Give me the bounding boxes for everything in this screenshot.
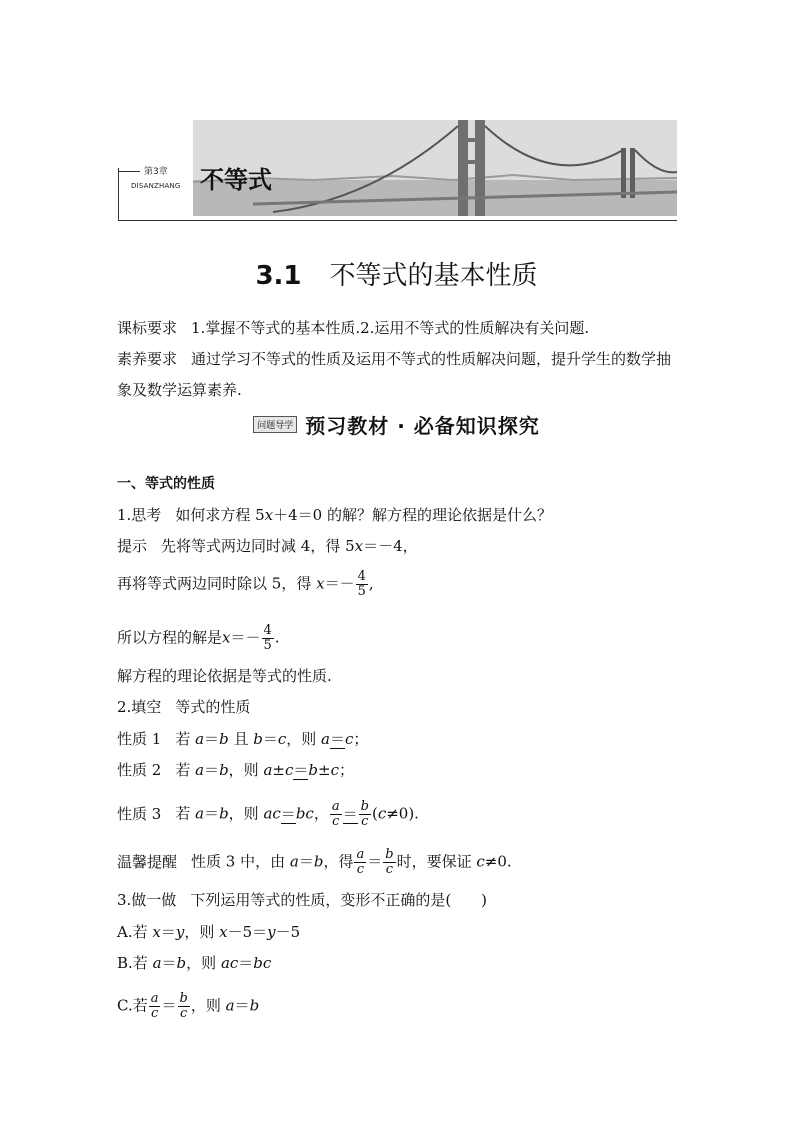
hint-label: 提示	[117, 537, 148, 555]
hint-text-b: ＝－4，	[363, 537, 418, 555]
banner-divider	[118, 168, 119, 221]
prop3-label: 性质 3	[117, 804, 162, 823]
var-x: x	[264, 506, 274, 524]
var-x: x	[354, 537, 364, 555]
curriculum-requirement	[117, 318, 589, 338]
fraction: $\frac{b}{c}$	[360, 799, 369, 829]
property-1: 性质 1 若 a＝b 且 b＝c，则 a＝c；	[117, 730, 369, 748]
hint-text-a: 先将等式两边同时减 4，得 5	[161, 537, 355, 555]
step2-line: 再将等式两边同时除以 5，得 x＝－ $\frac{4}{5}$ ,	[117, 569, 374, 599]
reminder-line: 温馨提醒 性质 3 中，由 a＝b，得 $\frac{a}{c}$ ＝ $\frac{b}{c}$ 时，要保证 c≠0.	[117, 847, 512, 877]
hint-line	[117, 536, 418, 556]
fill-text: 等式的性质	[175, 698, 251, 716]
property-2: 性质 2 若 a＝b，则 a±c＝b±c；	[117, 761, 355, 779]
var-x: x	[316, 574, 325, 593]
think-line	[117, 505, 552, 525]
section-title	[0, 255, 793, 292]
preview-tag: 问题导学	[253, 416, 297, 433]
literacy-text: 通过学习不等式的性质及运用不等式的性质解决问题，提升学生的数学抽象及数学运算素养.	[117, 350, 672, 399]
banner-underline	[118, 220, 677, 221]
fraction: $\frac{4}{5}$	[263, 623, 272, 653]
step3-text: 所以方程的解是	[117, 628, 223, 647]
chapter-banner	[118, 120, 677, 220]
preview-banner	[0, 410, 793, 439]
think-label: 1.思考	[117, 506, 162, 524]
fraction: $\frac{a}{c}$	[150, 991, 159, 1021]
curriculum-label: 课标要求	[117, 319, 178, 337]
think-text-a: 如何求方程 5	[175, 506, 265, 524]
fraction: $\frac{b}{c}$	[179, 991, 188, 1021]
try-label: 3.做一做	[117, 891, 177, 909]
preview-title: 预习教材 · 必备知识探究	[305, 414, 540, 438]
prop2-label: 性质 2	[117, 761, 162, 779]
prop1-label: 性质 1	[117, 730, 162, 748]
step3-line: 所以方程的解是x＝－ $\frac{4}{5}$ .	[117, 623, 280, 653]
curriculum-text: 1.掌握不等式的基本性质.2.运用不等式的性质解决有关问题.	[191, 319, 590, 337]
chapter-title: 不等式	[200, 166, 272, 194]
section-heading: 不等式的基本性质	[329, 261, 538, 291]
fraction: $\frac{b}{c}$	[385, 847, 394, 877]
option-a: A.若 x＝y，则 x－5＝y－5	[117, 923, 301, 941]
chapter-number: 第3章	[144, 167, 168, 177]
try-line: 3.做一做 下列运用等式的性质，变形不正确的是( )	[117, 891, 488, 909]
banner-divider	[118, 171, 140, 172]
fill-label: 2.填空	[117, 698, 162, 716]
fraction: $\frac{a}{c}$	[331, 799, 340, 829]
literacy-requirement	[117, 344, 681, 406]
section-number: 3.1	[255, 261, 302, 291]
option-b: B.若 a＝b，则 ac＝bc	[117, 954, 272, 972]
fill-line	[117, 697, 250, 717]
reminder-label: 温馨提醒	[117, 852, 178, 871]
think-text-b: ＋4＝0 的解？解方程的理论依据是什么？	[273, 506, 552, 524]
chapter-pinyin: DISANZHANG	[131, 182, 181, 190]
option-c: C.若 $\frac{a}{c}$ ＝ $\frac{b}{c}$ ，则 a＝b	[117, 991, 260, 1021]
conclusion-line: 解方程的理论依据是等式的性质.	[117, 667, 332, 685]
fraction: $\frac{4}{5}$	[357, 569, 366, 599]
literacy-label: 素养要求	[117, 350, 178, 368]
step2-text: 再将等式两边同时除以 5，得	[117, 574, 312, 593]
part1-heading: 一、等式的性质	[117, 476, 215, 492]
property-3: 性质 3 若 a＝b，则 ac＝bc， $\frac{a}{c}$ ＝ $\frac{b}{c}$ (c≠0).	[117, 799, 419, 829]
var-x: x	[222, 628, 231, 647]
fraction: $\frac{a}{c}$	[356, 847, 365, 877]
